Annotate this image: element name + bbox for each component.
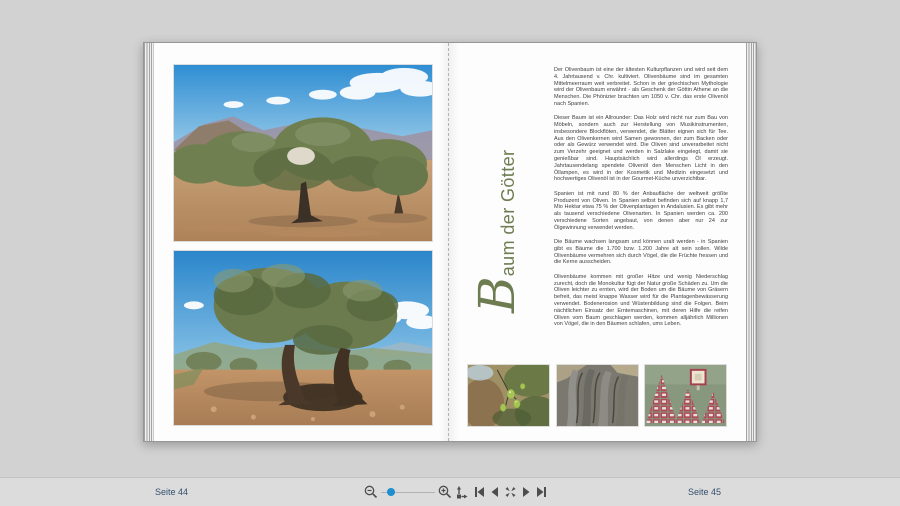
fit-screen-icon (504, 486, 517, 498)
zoom-in-button[interactable] (438, 485, 452, 499)
fit-screen-button[interactable] (504, 486, 517, 498)
green-olives-branch-photo (467, 364, 550, 427)
zoom-out-button[interactable] (364, 485, 378, 499)
olive-grove-landscape-photo (173, 64, 433, 242)
zoom-slider-handle[interactable] (387, 488, 395, 496)
toolbar-controls (364, 478, 547, 506)
page-number-left: Seite 44 (155, 487, 189, 497)
last-page-icon (536, 486, 547, 498)
viewer-toolbar (0, 477, 900, 506)
body-text-column (554, 67, 728, 336)
first-page-button[interactable] (474, 486, 485, 498)
book-spread[interactable] (143, 42, 757, 442)
olive-trunk-detail-photo (556, 364, 639, 427)
paragraph: Die Bäume wachsen langsam und können uralt werden - in Spanien gibt es Bäume die 1.700 bzw. 1.200 Jahre alt sein sollen. Wilde Olivenbäume vermehren sich durch Vögel, die die Früchte fressen und die Kerne ausscheiden. (554, 239, 728, 266)
previous-page-button[interactable] (490, 486, 499, 498)
zoom-out-icon (364, 485, 378, 499)
paragraph: Olivenbäume kommen mit großer Hitze und wenig Niederschlag zurecht, doch die Monokultur fügt der Natur große Schäden zu. Um die Oliven leichter zu ernten, wird der Boden um die Bäume von Gräsern befreit, das meist knappe Wasser wird für die Plantagenbewässerung verwendet. Bodenerosion und Wüstenbildung sind die Folgen. Beim nächtlichen Einsatz der Erntemaschinen, mit deren Hilfe die reifen Oliven vom Baum geschlagen werden, kommen alljährlich Millionen von Vögel, die in den Bäumen schlafen, ums Leben. (554, 273, 728, 328)
page-stack-edge-left (144, 43, 154, 441)
olive-oil-tins-display-photo (644, 364, 727, 427)
chapter-title-text: aum der Götter (498, 149, 518, 277)
next-page-button[interactable] (522, 486, 531, 498)
paragraph: Der Olivenbaum ist eine der ältesten Kulturpflanzen und wird seit dem 4. Jahrtausend v. Chr. kultiviert. Olivenbäume sind im gesamten Mittelmeerraum weit verbreitet. Schon in der griechischen Mythologie wird der Olivenbaum erwähnt - als Geschenk der Göttin Athene an die Menschen. Die Phönizier brachten um 1050 v. Chr. das erste Olivenöl nach Spanien. (554, 67, 728, 107)
ancient-olive-trees-photo (173, 250, 433, 426)
previous-page-icon (490, 486, 499, 498)
zoom-in-icon (438, 485, 452, 499)
expand-button[interactable] (456, 486, 468, 499)
paragraph: Spanien ist mit rund 80 % der Anbaufläche der weltweit größte Produzent von Oliven. In Spanien selbst befinden sich auf knapp 1,7 Mio Hektar etwa 75 % der Olivenplantagen in Andalusien. Es gibt mehr als tausend verschiedene Olivenarten. In Spanien werden ca. 200 verschiedene Sorten angebaut, von denen aber nur 24 zur Ölgewinnung verwendet werden. (554, 190, 728, 231)
first-page-icon (474, 486, 485, 498)
paragraph: Dieser Baum ist ein Allrounder: Das Holz wird nicht nur zum Bau von Möbeln, sondern auch zur Herstellung von Musikinstrumenten, insbesondere Blockflöten, verwendet, die Blätter eignen sich für Tee. Aus den Olivenkernen wird Samen gewonnen, der zum Backen oder oder als Gewürz verwendet wird. Die Oliven sind unverarbeitet nicht zum Verzehr geeignet und werden in Salzlake eingelegt, damit sie genießbar sind. Hauptsächlich wird allerdings Öl erzeugt. Jahrtausendelang spendete Olivenöl den Menschen Licht in den Öllampen, es wird in der Kosmetik und Medizin eingesetzt und hochwertiges Olivenöl ist in der Gourmet-Küche unverzichtbar. (554, 115, 728, 183)
next-page-icon (522, 486, 531, 498)
center-fold-shade (439, 43, 459, 441)
last-page-button[interactable] (536, 486, 547, 498)
page-number-right: Seite 45 (688, 487, 722, 497)
chapter-title-initial: B (468, 276, 526, 313)
center-fold-line (448, 43, 449, 441)
page-stack-edge-right (746, 43, 756, 441)
zoom-slider[interactable] (381, 487, 435, 497)
chapter-title (468, 101, 526, 313)
expand-icon (456, 486, 468, 499)
